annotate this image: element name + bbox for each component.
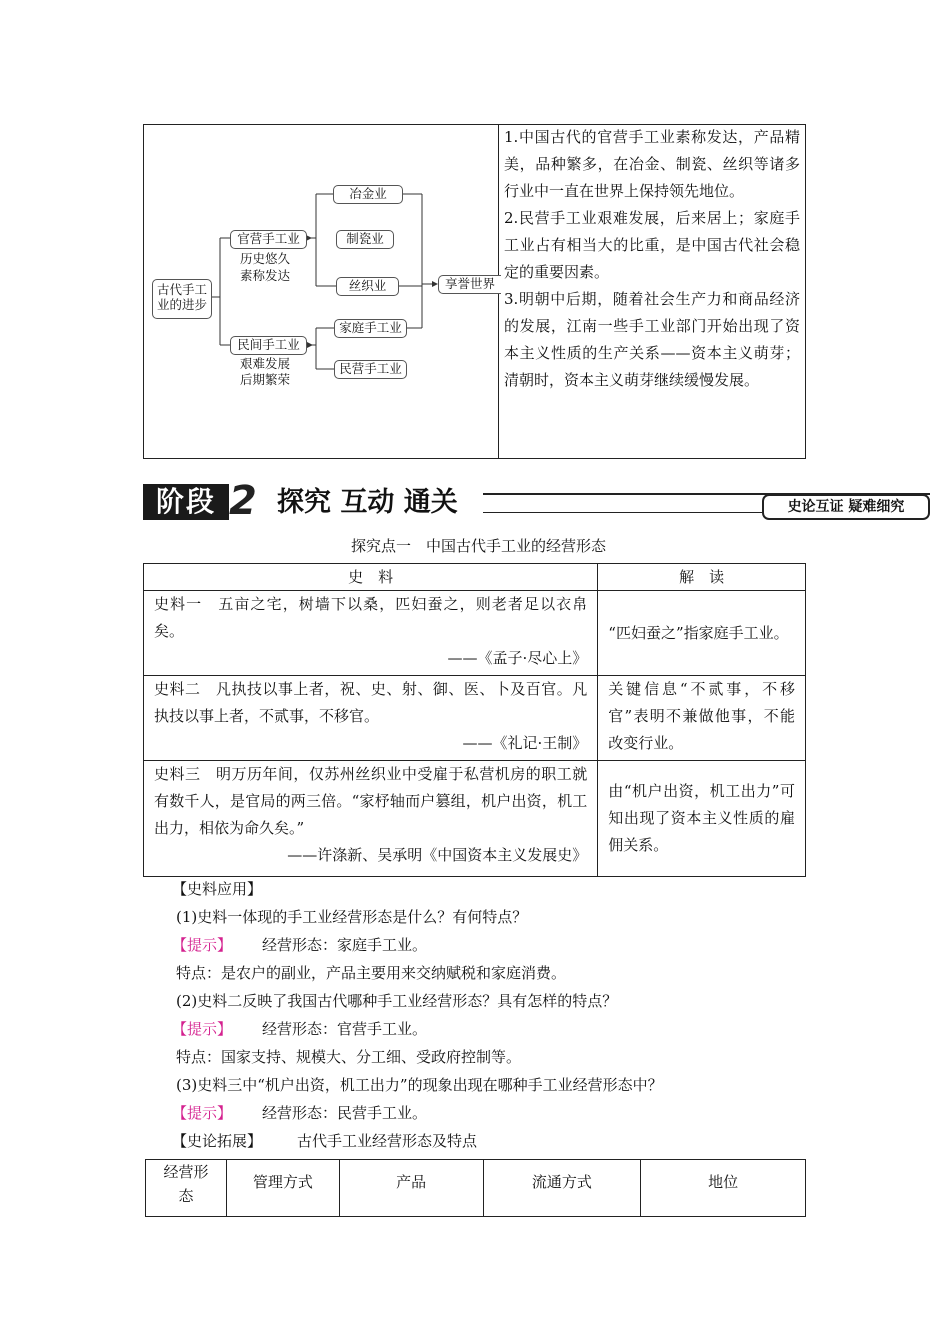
banner-title-text: 探究 互动 通关 [277,487,458,518]
sources-table [143,563,806,877]
source-text: 史料三 明万历年间，仅苏州丝织业中受雇于私营机房的职工就有数千人，是官局的两三倍。“家杼轴而户篡组，机户出资，机工出力，相依为命久矣。” [154,765,588,837]
private-type-label: 家庭手工业 [339,320,402,335]
industry-label: 丝织业 [348,278,387,293]
private-type-private [334,360,407,379]
banner-tag [762,494,930,520]
extension-header-cell: 经营形态 [146,1160,227,1217]
private-desc-2: 后期繁荣 [240,372,291,387]
extension-header-cell: 产品 [339,1160,483,1217]
source-cell [144,761,598,877]
hint-label-2: 【提示】 [172,1020,233,1038]
source-text: 史料一 五亩之宅，树墙下以桑，匹妇蚕之，则老者足以衣帛矣。 [154,595,588,640]
banner-tag-text: 史论互证 疑难细究 [787,499,905,515]
result-node [438,275,501,294]
reading-text: 关键信息“不贰事，不移官”表明不兼做他事，不能改变行业。 [608,680,795,752]
hint-label-3: 【提示】 [172,1104,233,1122]
source-text: 史料二 凡执技以事上者，祝、史、射、御、医、卜及百官。凡执技以事上者，不贰事，不移官。 [154,680,588,725]
answer-2: 经营形态：官营手工业。 [262,1020,428,1038]
extension-header-cell: 地位 [641,1160,806,1217]
mind-map-connectors [0,0,950,470]
banner-title [277,485,468,521]
stage-word: 阶段 [155,485,216,518]
sources-header-row [144,564,806,591]
application-heading: 【史料应用】 [172,880,263,898]
private-node [230,336,307,355]
official-node [230,230,307,249]
question-3: (3)史料三中“机户出资，机工出力”的现象出现在哪种手工业经营形态中？ [176,1076,663,1094]
extension-table [145,1159,806,1217]
industry-node-porcelain [336,230,394,249]
summary-text [504,124,800,394]
reading-cell [598,591,806,676]
industry-label: 制瓷业 [346,231,384,246]
official-desc-1: 历史悠久 [240,251,291,266]
private-type-label: 民营手工业 [339,361,402,376]
diagram-root-node [152,279,212,319]
summary-point-2: 2.民营手工业艰难发展，后来居上；家庭手工业占有相当大的比重，是中国古代社会稳定的重要因素。 [504,209,800,281]
private-desc-1: 艰难发展 [240,356,291,371]
stage-number-text: 2 [229,478,257,524]
industry-node-metallurgy [333,185,403,204]
answer-1-detail: 特点：是农户的副业，产品主要用来交纳赋税和家庭消费。 [176,964,567,982]
question-1: (1)史料一体现的手工业经营形态是什么？有何特点？ [176,908,528,926]
reading-cell [598,761,806,877]
private-label: 民间手工业 [237,337,300,352]
section-title: 探究点一 中国古代手工业的经营形态 [351,537,607,555]
stage-number [229,480,267,522]
result-label: 享誉世界 [444,276,495,291]
extension-title: 古代手工业经营形态及特点 [297,1132,478,1150]
source-citation: ——《礼记·王制》 [462,734,588,752]
answer-1: 经营形态：家庭手工业。 [262,936,428,954]
source-citation: ——许涤新、吴承明《中国资本主义发展史》 [287,846,588,864]
summary-point-3: 3.明朝中后期，随着社会生产力和商品经济的发展，江南一些手工业部门开始出现了资本主义性质的生产关系——资本主义萌芽；清朝时，资本主义萌芽继续缓慢发展。 [504,290,800,389]
industry-node-silk [336,277,399,296]
summary-point-1: 1.中国古代的官营手工业素称发达，产品精美，品种繁多，在冶金、制瓷、丝织等诸多行业中一直在世界上保持领先地位。 [504,128,800,200]
source-cell [144,591,598,676]
reading-cell [598,676,806,761]
source-row [144,676,806,761]
official-desc-2: 素称发达 [240,268,291,283]
stage-banner [143,478,930,524]
diagram-root-text: 古代手工业的进步 [156,282,207,312]
reading-text: 由“机户出资，机工出力”可知出现了资本主义性质的雇佣关系。 [608,782,795,854]
official-label: 官营手工业 [237,231,300,246]
extension-header-cell: 管理方式 [226,1160,339,1217]
extension-header-row [146,1160,806,1217]
hint-label-1: 【提示】 [172,936,233,954]
extension-heading: 【史论拓展】 [172,1132,263,1150]
extension-header-cell: 流通方式 [483,1160,641,1217]
industry-label: 冶金业 [349,186,387,201]
sources-header-reading: 解 读 [598,564,806,591]
source-row [144,761,806,877]
question-2: (2)史料二反映了我国古代哪种手工业经营形态？具有怎样的特点？ [176,992,618,1010]
source-citation: ——《孟子·尽心上》 [447,649,588,667]
sources-header-source: 史 料 [144,564,598,591]
source-cell [144,676,598,761]
source-row [144,591,806,676]
private-type-family [334,319,407,338]
answer-2-detail: 特点：国家支持、规模大、分工细、受政府控制等。 [176,1048,522,1066]
stage-badge [143,484,229,520]
answer-3: 经营形态：民营手工业。 [262,1104,428,1122]
reading-text: “匹妇蚕之”指家庭手工业。 [608,623,789,642]
